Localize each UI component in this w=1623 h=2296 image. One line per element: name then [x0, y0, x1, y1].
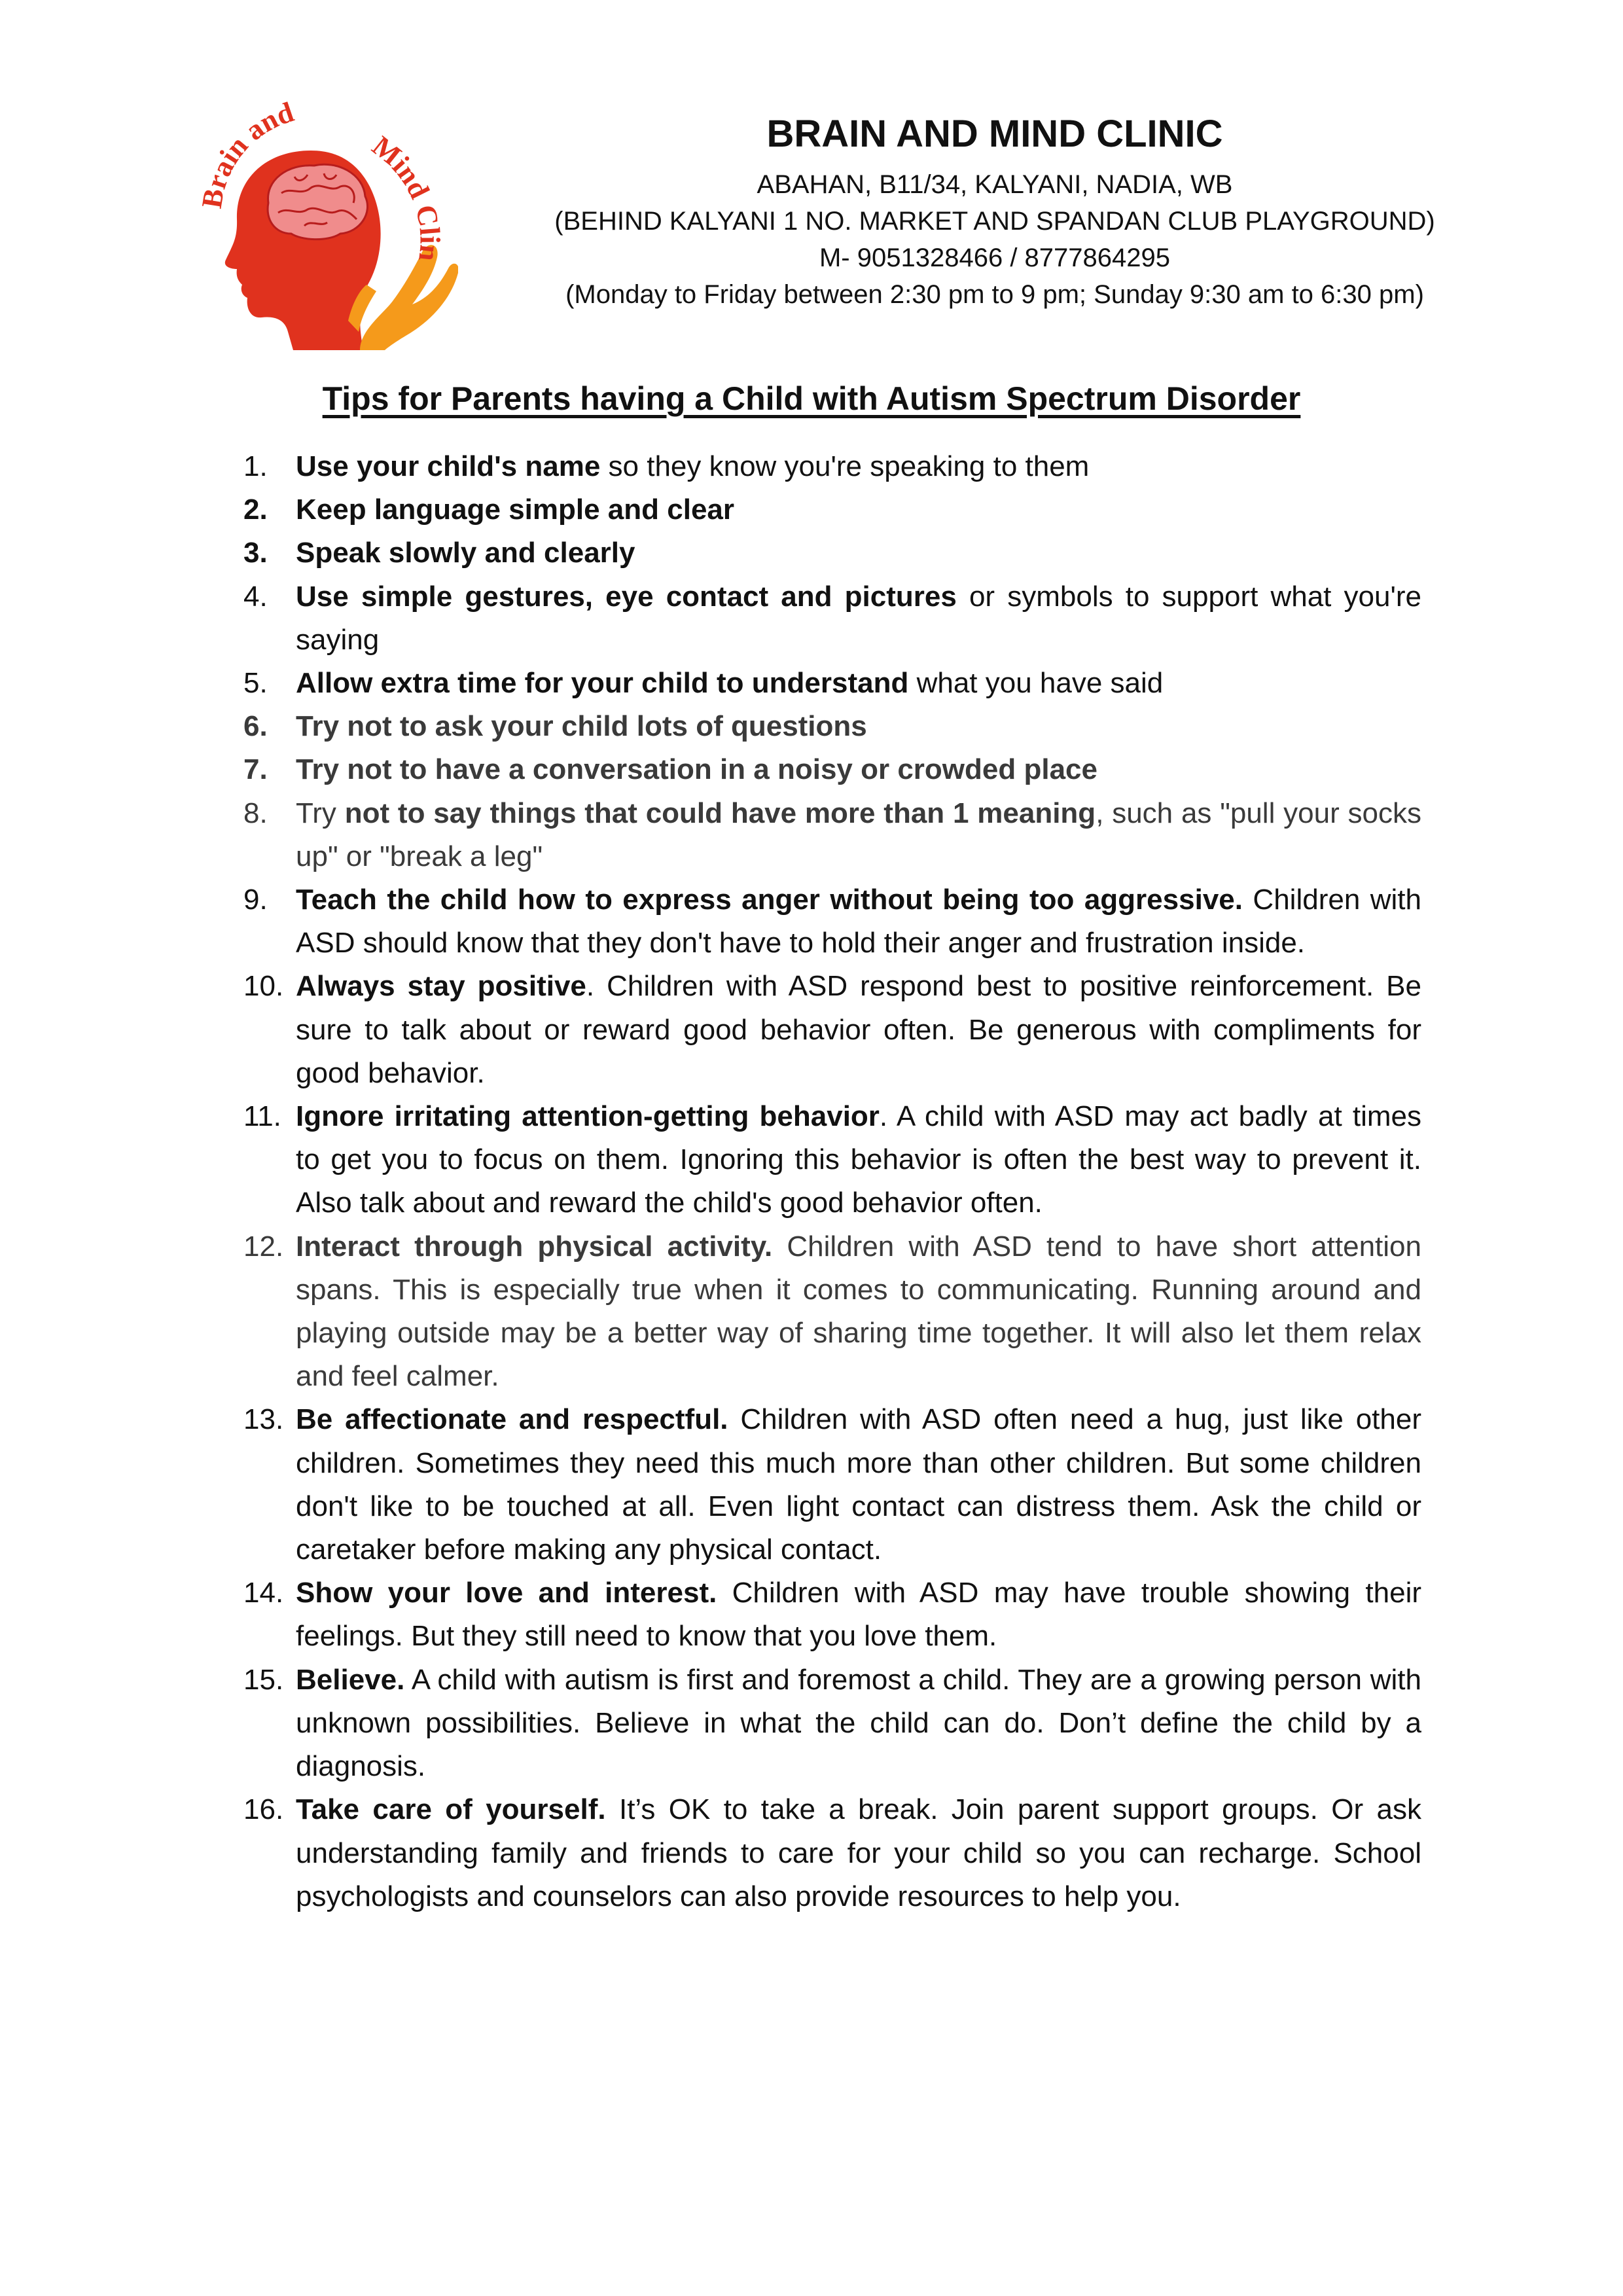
opening-hours: (Monday to Friday between 2:30 pm to 9 pm; Sunday 9:30 am to 6:30 pm) [565, 280, 1424, 309]
tip-text: or symbols to support what you're saying [296, 580, 1421, 656]
tip-item [243, 1095, 1421, 1225]
tip-text: Children with ASD often need a hug, just like other children. Sometimes they need this much more than other children. But some children don't like to be touched at all. Even light contact can distress them. Ask the child or caretaker before making any physical contact. [296, 1403, 1421, 1566]
tip-text: . A child with ASD may act badly at times to get you to focus on them. Ignoring this behavior is often the best way to prevent it. Also talk about and reward the child's good behavior often. [296, 1100, 1422, 1219]
address-line-2: (BEHIND KALYANI 1 NO. MARKET AND SPANDAN CLUB PLAYGROUND) [554, 207, 1435, 236]
tip-prefix: Try [296, 797, 345, 829]
tip-heading: Ignore irritating attention-getting behavior [296, 1100, 880, 1133]
tip-number: 16. [243, 1793, 284, 1826]
tip-heading: Interact through physical activity. [296, 1230, 773, 1263]
tip-number: 1. [243, 450, 268, 482]
tip-text: what you have said [908, 667, 1164, 700]
tip-number: 2. [243, 493, 268, 526]
tip-item [243, 575, 1421, 662]
tip-item [243, 1659, 1421, 1789]
tip-heading: Use simple gestures, eye contact and pictures [296, 580, 957, 613]
tip-item [243, 878, 1421, 965]
tip-item [243, 445, 1421, 488]
tip-heading: Speak slowly and clearly [296, 537, 635, 569]
tip-text: , such as "pull your socks up" or "break a leg" [296, 797, 1422, 872]
tip-text: A child with autism is first and foremost a child. They are a growing person with unknown possibilities. Believe in what the child can do. Don’t define the child by a diagnosis. [296, 1663, 1421, 1783]
tip-heading: Always stay positive [296, 970, 586, 1003]
tip-number: 14. [243, 1577, 284, 1609]
tip-item [243, 662, 1421, 705]
tip-text: It’s OK to take a break. Join parent support groups. Or ask understanding family and friends to care for your child so you can recharge. School psychologists and counselors can also provide resources to help you. [296, 1793, 1421, 1912]
tip-heading: Keep language simple and clear [296, 493, 735, 526]
tip-item [243, 1225, 1421, 1399]
tip-item [243, 488, 1421, 531]
tip-item [243, 1571, 1421, 1658]
tip-number: 8. [243, 797, 268, 829]
svg-text:Brain and: Brain and [196, 96, 298, 211]
address-line-1: ABAHAN, B11/34, KALYANI, NADIA, WB [757, 170, 1233, 199]
tip-heading: Teach the child how to express anger without being too aggressive. [296, 884, 1243, 916]
tip-heading: Try not to have a conversation in a noisy or crowded place [296, 753, 1097, 786]
tip-item [243, 965, 1421, 1095]
tip-number: 13. [243, 1403, 284, 1436]
tip-heading: not to say things that could have more than 1 meaning [344, 797, 1096, 829]
tip-item [243, 531, 1421, 575]
tip-heading: Use your child's name [296, 450, 601, 482]
tip-text: . Children with ASD respond best to positive reinforcement. Be sure to talk about or reward good behavior often. Be generous with compliments for good behavior. [296, 970, 1421, 1089]
tip-heading: Show your love and interest. [296, 1577, 717, 1609]
phone-numbers: M- 9051328466 / 8777864295 [819, 243, 1170, 272]
tip-number: 10. [243, 970, 284, 1003]
clinic-header [497, 111, 1492, 313]
tip-heading: Take care of yourself. [296, 1793, 606, 1826]
tip-item [243, 1788, 1421, 1918]
tip-item [243, 792, 1421, 878]
document-title: Tips for Parents having a Child with Autism Spectrum Disorder [322, 380, 1301, 417]
tip-item [243, 748, 1421, 791]
tip-number: 6. [243, 710, 268, 743]
tip-text: so they know you're speaking to them [600, 450, 1090, 482]
tip-item [243, 705, 1421, 748]
tip-number: 3. [243, 537, 268, 569]
tip-number: 9. [243, 884, 268, 916]
clinic-name: BRAIN AND MIND CLINIC [766, 113, 1223, 155]
tip-number: 15. [243, 1663, 284, 1696]
svg-text:Mind Clinic: Mind Clin [366, 130, 446, 263]
tip-number: 11. [243, 1100, 281, 1133]
tip-text: Children with ASD should know that they don't have to hold their anger and frustration inside. [296, 884, 1421, 960]
tip-heading: Try not to ask your child lots of questions [296, 710, 867, 743]
clinic-logo [196, 88, 458, 350]
tip-text: Children with ASD tend to have short attention spans. This is especially true when it comes to communicating. Running around and playing outside may be a better way of sharing time together. It will also let them relax and feel calmer. [296, 1230, 1421, 1393]
tip-number: 7. [243, 753, 268, 786]
brain-head-logo-icon [196, 88, 458, 350]
tip-heading: Be affectionate and respectful. [296, 1403, 728, 1436]
tip-item [243, 1398, 1421, 1571]
tip-text: Children with ASD may have trouble showing their feelings. But they still need to know that you love them. [296, 1577, 1421, 1653]
tips-list [243, 445, 1421, 1918]
tip-heading: Allow extra time for your child to understand [296, 667, 909, 700]
tip-number: 4. [243, 580, 268, 613]
tip-number: 12. [243, 1230, 284, 1263]
tip-number: 5. [243, 667, 268, 700]
tip-heading: Believe. [296, 1663, 405, 1696]
